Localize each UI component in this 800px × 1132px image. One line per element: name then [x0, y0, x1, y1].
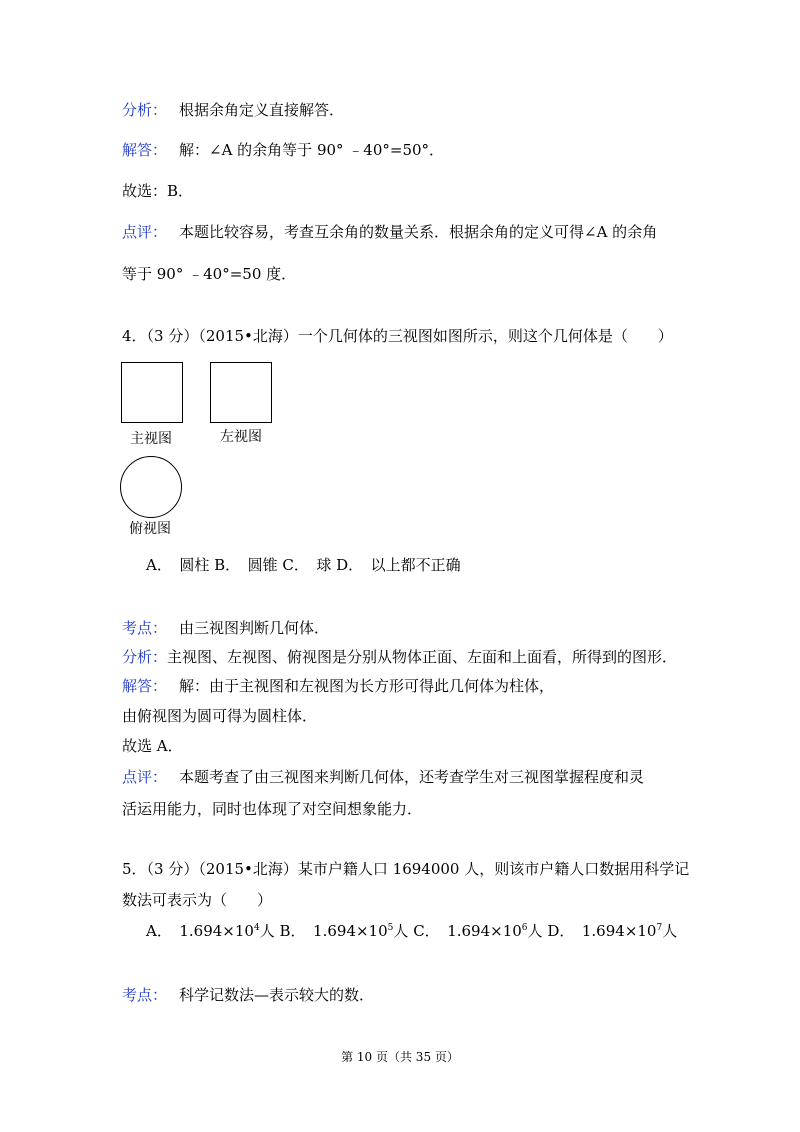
q4-options: A． 圆柱 B． 圆锥 C． 球 D． 以上都不正确 [146, 556, 461, 574]
left-view-label: 左视图 [220, 429, 262, 445]
left-view-square [210, 362, 272, 423]
front-view-square [121, 362, 183, 423]
q5-question: 5．（3 分）（2015•北海）某市户籍人口 1694000 人，则该市户籍人口数据用科学记 [122, 860, 690, 878]
q3-choice: 故选：B． [122, 182, 194, 200]
analysis-label: 分析： [122, 648, 168, 666]
q4-answer [122, 676, 554, 696]
point-label: 考点： [122, 619, 168, 637]
option-d: D． $1.694\times 10^7$人 [547, 922, 678, 940]
q3-answer [122, 140, 444, 160]
q4-answer-cont: 由俯视图为圆可得为圆柱体． [122, 707, 318, 725]
point-text: 由三视图判断几何体． [179, 619, 330, 637]
q5-question-cont: 数法可表示为（ ） [122, 891, 273, 909]
q4-point [122, 618, 329, 638]
q3-comment [122, 222, 657, 242]
q4-choice: 故选 A． [122, 737, 183, 755]
answer-label: 解答： [122, 141, 168, 159]
answer-text: 解：由于主视图和左视图为长方形可得此几何体为柱体， [179, 677, 555, 695]
answer-label: 解答： [122, 677, 168, 695]
comment-label: 点评： [122, 223, 168, 241]
analysis-text: 主视图、左视图、俯视图是分别从物体正面、左面和上面看，所得到的图形． [167, 648, 678, 666]
option-b: B． $1.694\times 10^5$人 [279, 922, 409, 940]
point-text: 科学记数法—表示较大的数． [179, 986, 375, 1004]
page-footer: 第 10 页（共 35 页） [341, 1050, 459, 1064]
answer-text: 解：∠A 的余角等于 90° ﹣40°=50°． [179, 141, 445, 159]
comment-text: 本题考查了由三视图来判断几何体，还考查学生对三视图掌握程度和灵 [179, 768, 645, 786]
top-view-circle [120, 456, 182, 518]
top-view-label: 俯视图 [129, 521, 171, 537]
q3-analysis [122, 100, 344, 120]
point-label: 考点： [122, 986, 168, 1004]
option-a: A． $1.694\times 10^4$人 [146, 922, 275, 940]
comment-label: 点评： [122, 768, 168, 786]
comment-text: 本题比较容易，考查互余角的数量关系．根据余角的定义可得∠A 的余角 [179, 223, 658, 241]
q3-comment-cont: 等于 90° ﹣40°=50 度． [122, 265, 297, 283]
q5-options [146, 921, 677, 944]
q4-analysis [122, 647, 677, 667]
analysis-text: 根据余角定义直接解答． [179, 101, 345, 119]
option-c: C． $1.694\times 10^6$人 [413, 922, 543, 940]
q4-comment [122, 767, 644, 787]
analysis-label: 分析： [122, 101, 168, 119]
q4-question: 4．（3 分）（2015•北海）一个几何体的三视图如图所示，则这个几何体是（ ） [122, 327, 673, 345]
front-view-label: 主视图 [130, 431, 172, 447]
q5-point [122, 985, 374, 1005]
q4-comment-cont: 活运用能力，同时也体现了对空间想象能力． [122, 800, 423, 818]
